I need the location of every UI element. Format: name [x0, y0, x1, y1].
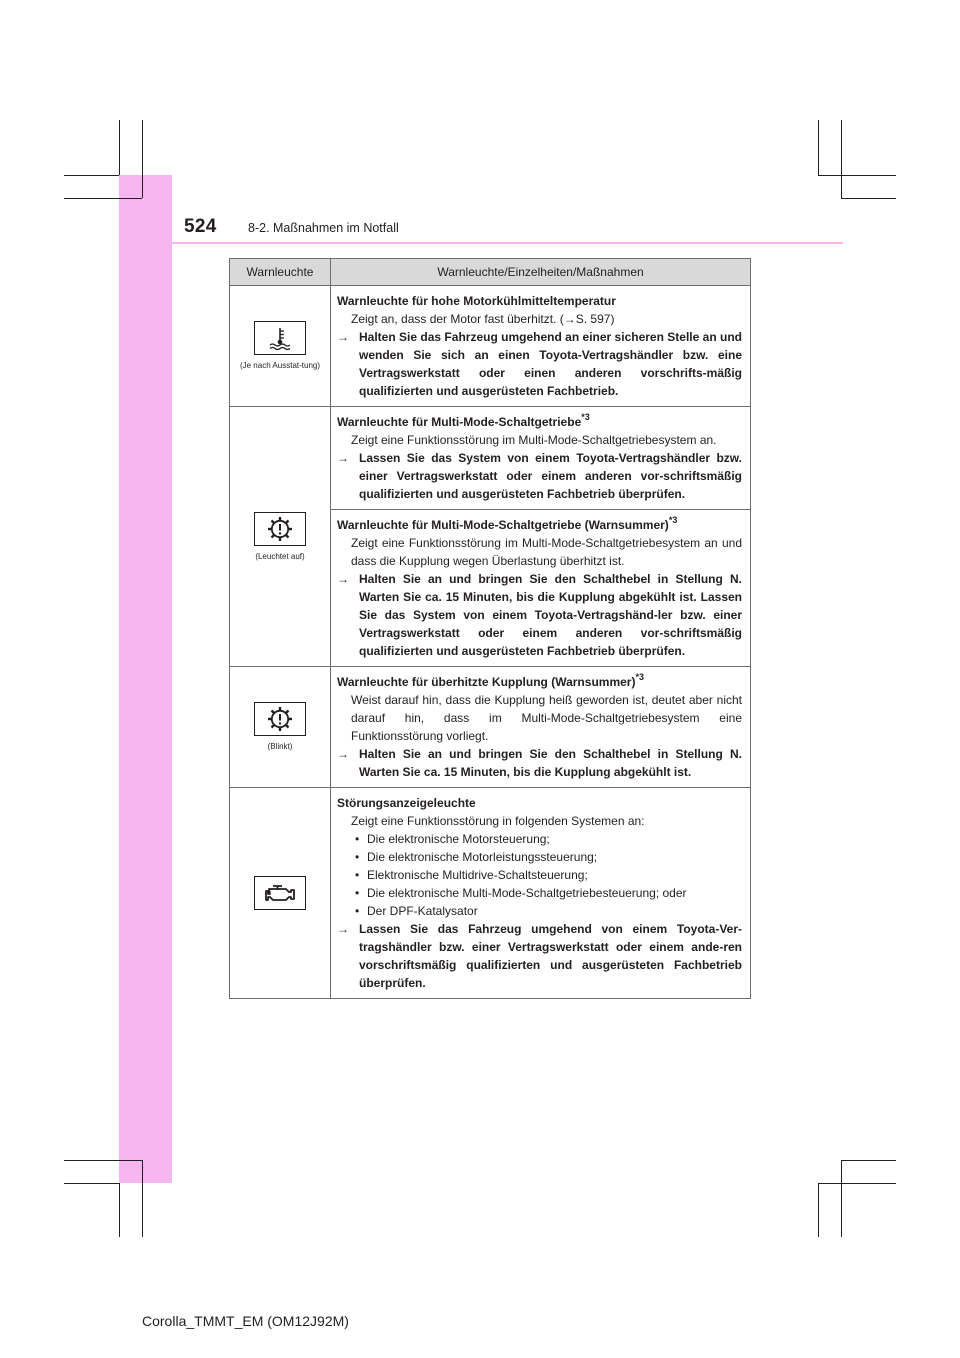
crop-mark [119, 120, 120, 175]
footnote-marker: *3 [668, 515, 678, 525]
list-item: • Die elektronische Motorsteuerung; [355, 832, 550, 846]
table-row [230, 407, 751, 510]
crop-mark [818, 175, 896, 176]
entry-title: Warnleuchte für Multi-Mode-Schaltgetriebe (Warnsummer)$^{*3}$ [337, 515, 678, 532]
arrow-icon: → [337, 451, 349, 465]
entry-description: Zeigt eine Funktionsstörung im Multi-Mode-Schaltgetriebesystem an. [351, 433, 717, 447]
icon-cell [230, 667, 331, 788]
crop-mark [64, 198, 142, 199]
arrow-icon: → [337, 572, 349, 586]
icon-caption: (Leuchtet auf) [255, 551, 305, 561]
crop-mark [818, 1183, 819, 1237]
table-row [230, 286, 751, 407]
page-number: 524 [184, 216, 217, 237]
entry-action: → Lassen Sie das System von einem Toyota-Vertragshändler bzw. einer Vertragswerkstatt oder einem anderen vor-schriftsmäßig qualifizierten und ausgerüsteten Fachbetrieb überprüfen. [337, 451, 742, 501]
list-item: • Die elektronische Multi-Mode-Schaltgetriebesteuerung; oder [355, 886, 687, 900]
engine-check-icon [254, 876, 306, 910]
icon-caption: (Blinkt) [267, 742, 293, 751]
crop-mark [119, 1183, 120, 1237]
icon-cell [230, 407, 331, 667]
crop-mark [818, 120, 819, 175]
table-row [230, 667, 751, 788]
section-title: 8-2. Maßnahmen im Notfall [248, 221, 399, 235]
entry-action: → Halten Sie an und bringen Sie den Schalthebel in Stellung N. Warten Sie ca. 15 Minuten, bis die Kupplung abgekühlt ist. [337, 747, 742, 779]
side-color-bar [119, 175, 172, 1183]
entry-title: Warnleuchte für hohe Motorkühlmitteltemperatur [337, 294, 616, 308]
footnote-marker: *3 [581, 412, 590, 422]
entry-title: Warnleuchte für überhitzte Kupplung (Warnsummer)$^{*3}$ [337, 672, 644, 689]
details-cell [331, 667, 751, 788]
crop-mark [818, 1183, 896, 1184]
gear-warning-icon [254, 512, 306, 546]
column-header-details: Warnleuchte/Einzelheiten/Maßnahmen [331, 259, 751, 286]
arrow-icon: → [337, 330, 349, 344]
details-cell [331, 407, 751, 510]
crop-mark [142, 120, 143, 198]
footer-document-id: Corolla_TMMT_EM (OM12J92M) [142, 1313, 349, 1329]
crop-mark [841, 120, 842, 198]
entry-title: Störungsanzeigeleuchte [337, 796, 476, 810]
entry-action: → Halten Sie an und bringen Sie den Schalthebel in Stellung N. Warten Sie ca. 15 Minuten, bis die Kupplung abgekühlt ist. Lassen Sie das System von einem Toyota-Vertragshänd-ler bzw. einer Vertragswerkstatt oder einem anderen vor-schriftsmäßig qualifizierten und ausgerüsteten Fachbetrieb überprüfen. [337, 572, 742, 658]
entry-description: Zeigt eine Funktionsstörung in folgenden Systemen an: [351, 814, 645, 828]
entry-description: Zeigt eine Funktionsstörung im Multi-Mode-Schaltgetriebesystem an und dass die Kupplung wegen Überlastung überhitzt ist. [351, 536, 742, 568]
icon-cell [230, 286, 331, 407]
entry-action: → Lassen Sie das Fahrzeug umgehend von einem Toyota-Ver-tragshändler bzw. einer Vertragswerkstatt oder einem ande-ren vorschriftsmäßig qualifizierten und ausgerüsteten Fachbetrieb überprüfen. [337, 922, 742, 990]
crop-mark [64, 175, 119, 176]
column-header-warning-light: Warnleuchte [230, 259, 331, 286]
details-cell [331, 510, 751, 667]
list-item: • Der DPF-Katalysator [355, 904, 478, 918]
details-cell [331, 286, 751, 407]
arrow-icon: → [337, 922, 349, 936]
crop-mark [142, 1160, 143, 1237]
footnote-marker: *3 [635, 672, 644, 682]
table-row [230, 788, 751, 999]
entry-description: Zeigt an, dass der Motor fast überhitzt. (→S. 597) [351, 312, 615, 326]
details-cell [331, 788, 751, 999]
coolant-temperature-icon [254, 321, 306, 355]
gear-warning-icon [254, 702, 306, 736]
list-item: • Die elektronische Motorleistungssteuerung; [355, 850, 598, 864]
entry-action: → Halten Sie das Fahrzeug umgehend an einer sicheren Stelle an und wenden Sie sich an einen Toyota-Vertragshändler bzw. eine Vertragswerkstatt oder einen anderen vorschrifts-mäßig qualifizierten und ausgerüsteten Fachbetrieb. [337, 330, 742, 398]
crop-mark [841, 1160, 896, 1161]
crop-mark [64, 1183, 119, 1184]
crop-mark [64, 1160, 142, 1161]
arrow-icon: → [337, 747, 349, 761]
icon-caption: (Je nach Ausstat-tung) [239, 361, 321, 370]
icon-cell [230, 788, 331, 999]
crop-mark [841, 198, 896, 199]
warning-light-table [229, 258, 751, 999]
entry-title: Warnleuchte für Multi-Mode-Schaltgetriebe$^{*3}$ [337, 412, 590, 429]
crop-mark [841, 1160, 842, 1237]
table-header-row [230, 259, 751, 286]
header-rule [119, 242, 843, 244]
entry-description: Weist darauf hin, dass die Kupplung heiß geworden ist, deutet aber nicht darauf hin, dass im Multi-Mode-Schaltgetriebesystem eine Funktionsstörung vorliegt. [351, 693, 742, 743]
list-item: • Elektronische Multidrive-Schaltsteuerung; [355, 868, 588, 882]
